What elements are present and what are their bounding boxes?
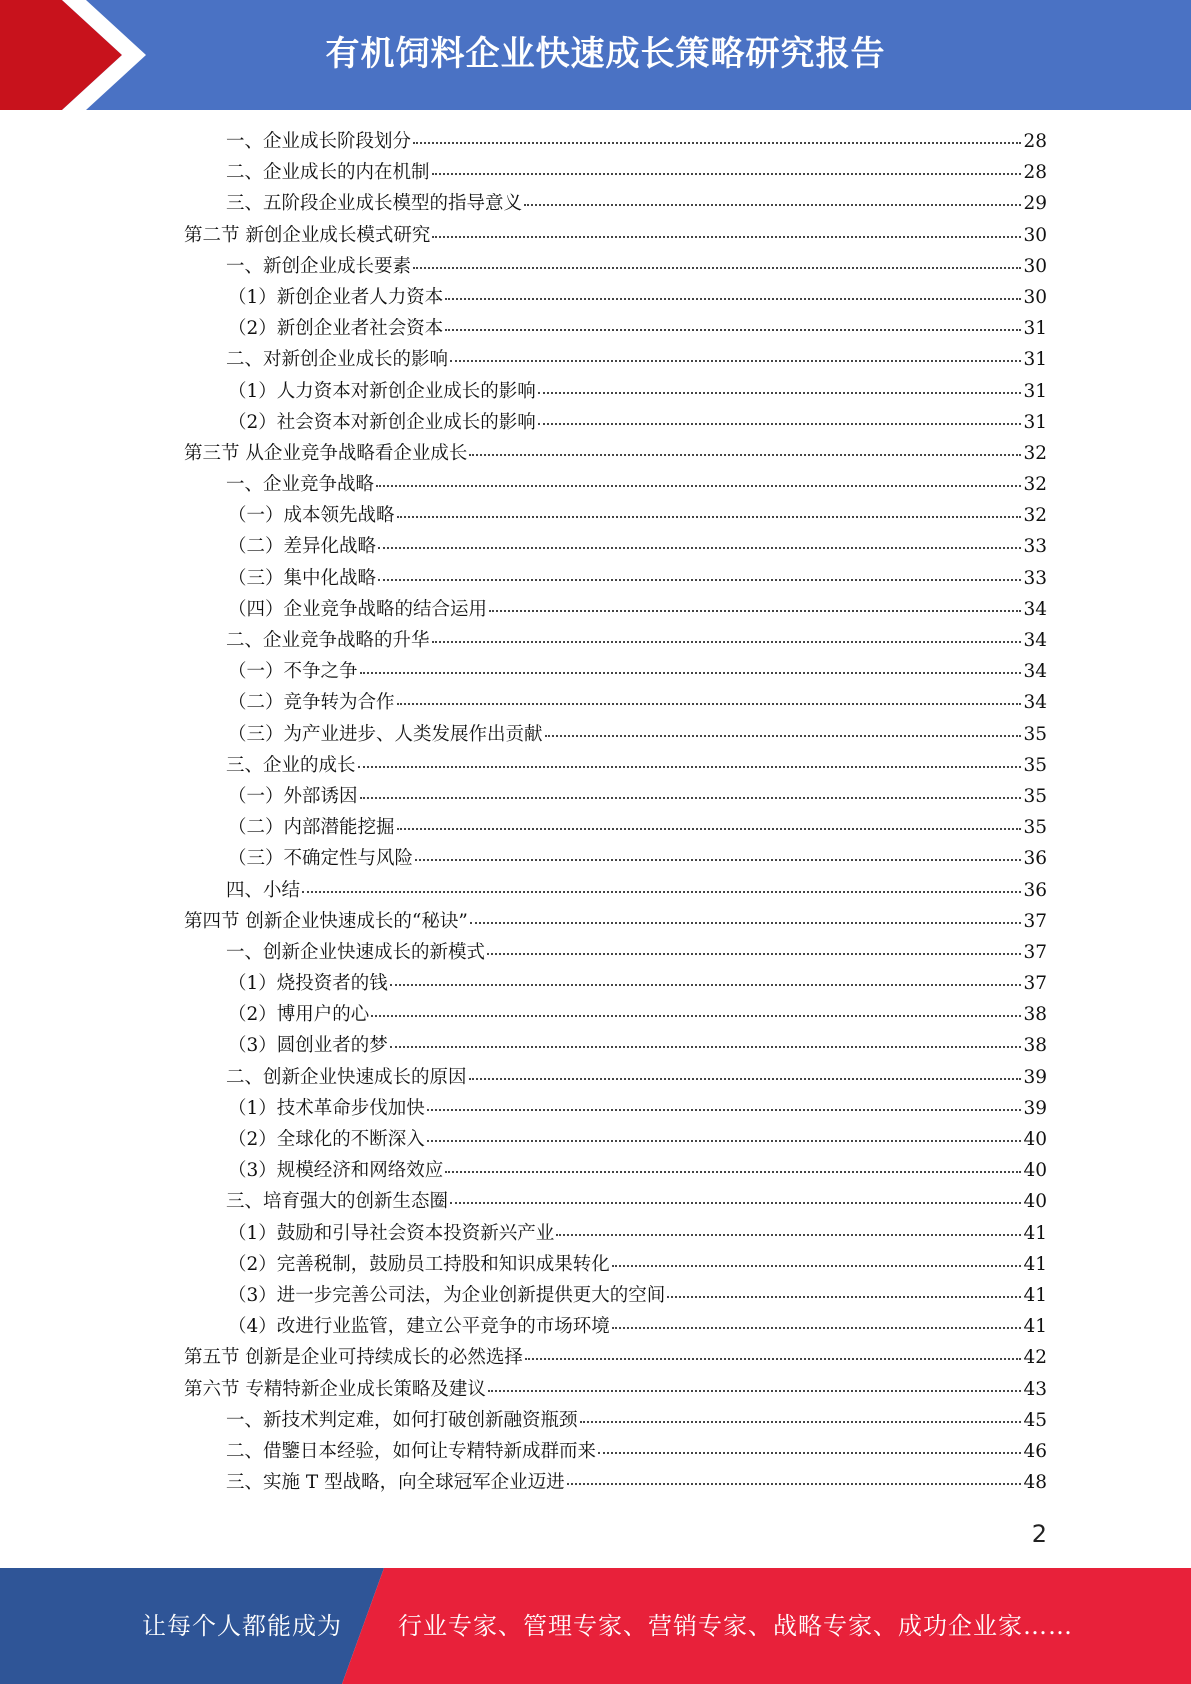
toc-entry-page: 32 <box>1023 505 1047 527</box>
toc-entry-title: 二、企业竞争战略的升华 <box>226 630 430 651</box>
toc-entry[interactable] <box>184 1218 1047 1249</box>
toc-entry[interactable] <box>184 1374 1047 1405</box>
toc-entry-title: 一、新创企业成长要素 <box>226 255 412 277</box>
toc-entry-title: （2）全球化的不断深入 <box>228 1129 425 1150</box>
toc-dot-leader <box>432 641 1022 643</box>
toc-dot-leader <box>376 485 1021 487</box>
toc-entry[interactable] <box>184 563 1047 594</box>
toc-entry[interactable] <box>184 1342 1047 1373</box>
toc-entry-page: 45 <box>1023 1409 1047 1431</box>
toc-dot-leader <box>445 1171 1021 1173</box>
toc-entry-page: 37 <box>1023 910 1047 932</box>
toc-dot-leader <box>427 1109 1022 1111</box>
toc-entry-page: 30 <box>1023 286 1047 308</box>
toc-entry[interactable] <box>184 188 1047 219</box>
toc-entry-page: 30 <box>1023 224 1047 246</box>
toc-dot-leader <box>445 298 1021 300</box>
toc-entry[interactable] <box>184 594 1047 625</box>
toc-entry-page: 41 <box>1023 1284 1047 1306</box>
toc-entry[interactable] <box>184 407 1047 438</box>
toc-entry-page: 35 <box>1023 723 1047 745</box>
toc-entry-page: 28 <box>1023 131 1047 152</box>
toc-entry[interactable] <box>184 719 1047 750</box>
toc-dot-leader <box>378 579 1021 581</box>
toc-entry-page: 31 <box>1023 318 1047 340</box>
toc-entry-title: 二、对新创企业成长的影响 <box>226 349 449 371</box>
toc-dot-leader <box>545 735 1022 737</box>
toc-entry-page: 41 <box>1023 1316 1047 1338</box>
toc-entry[interactable] <box>184 251 1047 282</box>
toc-dot-leader <box>612 1327 1022 1329</box>
toc-entry[interactable] <box>184 812 1047 843</box>
toc-entry[interactable] <box>184 750 1047 781</box>
toc-entry-title: 二、借鑒日本经验，如何让专精特新成群而来 <box>226 1440 597 1462</box>
footer-slogan-right: 行业专家、管理专家、营销专家、战略专家、成功企业家…… <box>398 1612 1073 1640</box>
toc-entry[interactable] <box>184 376 1047 407</box>
page-header <box>0 0 1191 110</box>
toc-entry[interactable] <box>184 157 1047 188</box>
toc-dot-leader <box>470 922 1022 924</box>
toc-entry-title: 一、企业竞争战略 <box>226 474 375 496</box>
toc-entry-page: 33 <box>1023 567 1047 589</box>
toc-entry[interactable] <box>184 1062 1047 1093</box>
toc-entry-title: （三）为产业进步、人类发展作出贡献 <box>228 723 543 745</box>
toc-entry-title: 三、实施 T 型战略，向全球冠军企业迈进 <box>226 1472 565 1494</box>
toc-dot-leader <box>612 1265 1022 1267</box>
toc-entry-page: 35 <box>1023 754 1047 776</box>
toc-entry[interactable] <box>184 282 1047 313</box>
toc-entry-title: （二）竞争转为合作 <box>228 692 395 714</box>
toc-dot-leader <box>397 703 1022 705</box>
toc-entry[interactable] <box>184 1311 1047 1342</box>
toc-entry[interactable] <box>184 438 1047 469</box>
toc-entry-page: 33 <box>1023 536 1047 558</box>
toc-dot-leader <box>667 1296 1021 1298</box>
toc-entry[interactable] <box>184 531 1047 562</box>
toc-entry-page: 38 <box>1023 1004 1047 1026</box>
toc-entry-title: 第四节 创新企业快速成长的“秘诀” <box>184 910 468 932</box>
toc-dot-leader <box>489 610 1021 612</box>
toc-dot-leader <box>371 1015 1021 1017</box>
toc-entry[interactable] <box>184 906 1047 937</box>
toc-entry-page: 42 <box>1023 1347 1047 1369</box>
toc-entry-page: 31 <box>1023 380 1047 402</box>
toc-entry-title: 三、五阶段企业成长模型的指导意义 <box>226 193 523 215</box>
toc-entry[interactable] <box>184 1405 1047 1436</box>
toc-dot-leader <box>488 1390 1022 1392</box>
toc-entry[interactable] <box>184 625 1047 656</box>
toc-entry-title: （一）外部诱因 <box>228 785 358 807</box>
toc-entry[interactable] <box>184 843 1047 874</box>
toc-dot-leader <box>390 984 1022 986</box>
toc-entry-title: 二、创新企业快速成长的原因 <box>226 1066 467 1088</box>
toc-dot-leader <box>378 547 1021 549</box>
toc-entry-page: 32 <box>1023 442 1047 464</box>
toc-entry[interactable] <box>184 999 1047 1030</box>
toc-entry[interactable] <box>184 1280 1047 1311</box>
toc-entry[interactable] <box>184 656 1047 687</box>
toc-dot-leader <box>538 423 1022 425</box>
toc-entry[interactable] <box>184 313 1047 344</box>
toc-entry-page: 39 <box>1023 1097 1047 1119</box>
toc-dot-leader <box>390 1046 1022 1048</box>
toc-entry[interactable] <box>184 1124 1047 1155</box>
toc-dot-leader <box>524 204 1021 206</box>
toc-entry[interactable] <box>184 469 1047 500</box>
toc-dot-leader <box>397 516 1022 518</box>
toc-dot-leader <box>469 1078 1022 1080</box>
toc-entry[interactable] <box>184 875 1047 906</box>
toc-entry-page: 43 <box>1023 1378 1047 1400</box>
toc-dot-leader <box>432 173 1022 175</box>
toc-entry-title: （二）内部潜能挖掘 <box>228 817 395 839</box>
toc-dot-leader <box>413 142 1021 144</box>
toc-dot-leader <box>469 454 1021 456</box>
toc-dot-leader <box>360 797 1022 799</box>
footer-slogan-left: 让每个人都能成为 <box>142 1612 342 1640</box>
toc-entry-title: （1）烧投资者的钱 <box>228 973 388 995</box>
toc-entry-page: 30 <box>1023 255 1047 277</box>
toc-entry-page: 37 <box>1023 941 1047 963</box>
toc-entry-page: 35 <box>1023 785 1047 807</box>
report-title: 有机饲料企业快速成长策略研究报告 <box>325 34 886 74</box>
toc-entry[interactable] <box>184 500 1047 531</box>
toc-entry-title: （1）鼓励和引导社会资本投资新兴产业 <box>228 1222 555 1244</box>
toc-entry-page: 38 <box>1023 1035 1047 1057</box>
toc-entry[interactable] <box>184 781 1047 812</box>
toc-entry[interactable] <box>184 126 1047 157</box>
toc-dot-leader <box>432 236 1021 238</box>
toc-entry-title: 第三节 从企业竞争战略看企业成长 <box>184 442 468 464</box>
toc-entry-page: 35 <box>1023 817 1047 839</box>
toc-entry-page: 29 <box>1023 193 1047 215</box>
toc-dot-leader <box>450 360 1021 362</box>
toc-entry-title: （4）改进行业监管，建立公平竞争的市场环境 <box>228 1316 610 1338</box>
toc-dot-leader <box>302 891 1021 893</box>
toc-entry-title: （3）圆创业者的梦 <box>228 1035 388 1057</box>
toc-entry-page: 34 <box>1023 630 1047 651</box>
toc-dot-leader <box>487 953 1021 955</box>
toc-entry-page: 28 <box>1023 162 1047 184</box>
toc-entry-title: （二）差异化战略 <box>228 536 377 558</box>
toc-entry-page: 39 <box>1023 1066 1047 1088</box>
toc-entry[interactable] <box>184 1467 1047 1498</box>
toc-entry-page: 40 <box>1023 1191 1047 1213</box>
toc-dot-leader <box>525 1358 1022 1360</box>
toc-dot-leader <box>358 766 1022 768</box>
toc-entry[interactable] <box>184 1436 1047 1467</box>
toc-entry-title: 第五节 创新是企业可持续成长的必然选择 <box>184 1347 523 1369</box>
toc-entry-title: （2）完善税制，鼓励员工持股和知识成果转化 <box>228 1253 610 1275</box>
toc-entry[interactable] <box>184 1093 1047 1124</box>
page-footer <box>0 1568 1191 1684</box>
toc-entry[interactable] <box>184 937 1047 968</box>
toc-entry[interactable] <box>184 1186 1047 1217</box>
toc-entry-page: 34 <box>1023 661 1047 683</box>
toc-dot-leader <box>538 392 1022 394</box>
toc-entry-title: （1）人力资本对新创企业成长的影响 <box>228 380 536 402</box>
toc-entry-page: 34 <box>1023 692 1047 714</box>
toc-dot-leader <box>598 1452 1021 1454</box>
toc-entry-title: 一、企业成长阶段划分 <box>226 131 412 152</box>
toc-entry[interactable] <box>184 1155 1047 1186</box>
toc-entry-title: 第二节 新创企业成长模式研究 <box>184 224 431 246</box>
toc-dot-leader <box>397 828 1022 830</box>
toc-entry-page: 31 <box>1023 349 1047 371</box>
toc-entry-page: 37 <box>1023 973 1047 995</box>
toc-entry-title: 一、创新企业快速成长的新模式 <box>226 941 486 963</box>
toc-entry-title: （3）规模经济和网络效应 <box>228 1160 444 1182</box>
toc-entry-page: 31 <box>1023 411 1047 433</box>
toc-dot-leader <box>360 672 1022 674</box>
toc-dot-leader <box>445 329 1021 331</box>
toc-dot-leader <box>413 267 1021 269</box>
toc-entry[interactable] <box>184 220 1047 251</box>
toc-entry-title: 第六节 专精特新企业成长策略及建议 <box>184 1378 486 1400</box>
toc-entry-title: 三、企业的成长 <box>226 754 356 776</box>
toc-entry-title: （一）成本领先战略 <box>228 505 395 527</box>
toc-entry[interactable] <box>184 687 1047 718</box>
toc-entry-title: （2）社会资本对新创企业成长的影响 <box>228 411 536 433</box>
toc-entry-page: 34 <box>1023 598 1047 620</box>
toc-entry-title: （三）不确定性与风险 <box>228 848 414 870</box>
toc-entry-title: （一）不争之争 <box>228 661 358 683</box>
toc-entry-page: 40 <box>1023 1160 1047 1182</box>
toc-entry[interactable] <box>184 344 1047 375</box>
toc-entry-title: （2）博用户的心 <box>228 1004 370 1026</box>
toc-dot-leader <box>556 1234 1021 1236</box>
table-of-contents <box>184 126 1047 1498</box>
toc-entry-page: 46 <box>1023 1440 1047 1462</box>
toc-entry-title: （三）集中化战略 <box>228 567 377 589</box>
toc-entry-page: 41 <box>1023 1253 1047 1275</box>
toc-entry-title: 三、培育强大的创新生态圈 <box>226 1191 449 1213</box>
toc-entry-title: （2）新创企业者社会资本 <box>228 318 444 340</box>
toc-entry-page: 32 <box>1023 474 1047 496</box>
toc-entry[interactable] <box>184 1030 1047 1061</box>
toc-entry-title: 二、企业成长的内在机制 <box>226 162 430 184</box>
toc-dot-leader <box>450 1202 1021 1204</box>
toc-dot-leader <box>580 1421 1022 1423</box>
toc-entry[interactable] <box>184 968 1047 999</box>
toc-entry-title: （1）新创企业者人力资本 <box>228 286 444 308</box>
toc-dot-leader <box>567 1483 1022 1485</box>
toc-entry-page: 36 <box>1023 848 1047 870</box>
toc-entry-title: 一、新技术判定难，如何打破创新融资瓶颈 <box>226 1409 578 1431</box>
toc-entry-page: 41 <box>1023 1222 1047 1244</box>
toc-entry-page: 48 <box>1023 1472 1047 1494</box>
toc-entry-title: （四）企业竞争战略的结合运用 <box>228 598 488 620</box>
toc-entry-page: 36 <box>1023 879 1047 901</box>
toc-entry-page: 40 <box>1023 1129 1047 1150</box>
toc-entry-title: 四、小结 <box>226 879 301 901</box>
toc-dot-leader <box>427 1140 1022 1142</box>
toc-entry-title: （1）技术革命步伐加快 <box>228 1097 425 1119</box>
toc-dot-leader <box>415 859 1021 861</box>
page-number: 2 <box>1031 1520 1047 1548</box>
toc-entry-title: （3）进一步完善公司法，为企业创新提供更大的空间 <box>228 1284 666 1306</box>
toc-entry[interactable] <box>184 1249 1047 1280</box>
